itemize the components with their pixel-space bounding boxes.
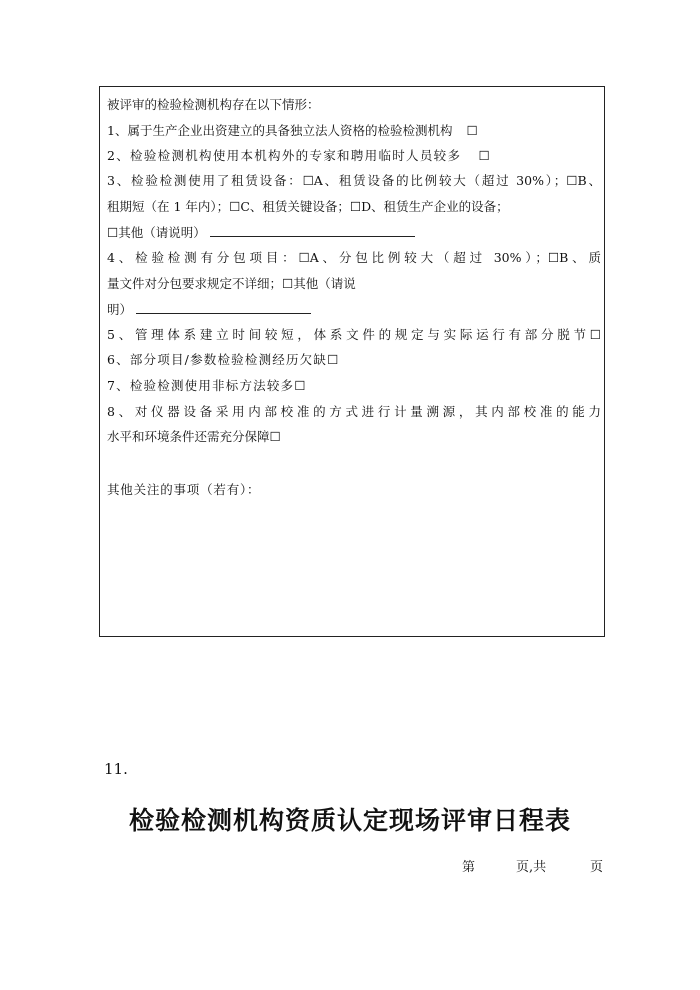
item-4-line-3 [107, 301, 601, 318]
section-number: 11. [104, 760, 128, 778]
item-4-line-2: 量文件对分包要求规定不详细；☐其他（请说 [107, 276, 356, 291]
item-8-line-1: 8、对仪器设备采用内部校准的方式进行计量溯源，其内部校准的能力 [107, 404, 601, 419]
item-2-checkbox[interactable]: ☐ [478, 148, 492, 163]
item-4-other-label: 明） [107, 302, 133, 317]
item-6: 6、部分项目/参数检验检测经历欠缺☐ [107, 352, 340, 367]
item-2 [107, 148, 601, 164]
item-1-text: 1、属于生产企业出资建立的具备独立法人资格的检验检测机构 [107, 123, 453, 138]
page-ye-gong-label: 页,共 [516, 860, 547, 875]
page-ye-label: 页 [590, 860, 604, 875]
form-intro: 被评审的检验检测机构存在以下情形： [107, 97, 320, 112]
page-title: 检验检测机构资质认定现场评审日程表 [128, 806, 571, 835]
item-5: 5、管理体系建立时间较短，体系文件的规定与实际运行有部分脱节☐ [107, 327, 601, 342]
item-2-text: 2、检验检测机构使用本机构外的专家和聘用临时人员较多 [107, 148, 462, 163]
item-3-line-3 [107, 224, 601, 241]
item-4-other-blank[interactable] [136, 301, 311, 314]
item-4-line-1: 4、检验检测有分包项目：☐A、分包比例较大（超过 30%）；☐B、质 [107, 250, 601, 265]
item-3-line-2: 租期短（在 1 年内）；☐C、租赁关键设备；☐D、租赁生产企业的设备； [107, 199, 509, 214]
item-7: 7、检验检测使用非标方法较多☐ [107, 378, 307, 393]
item-1-checkbox[interactable]: ☐ [466, 123, 478, 138]
item-3-line-1: 3、检验检测使用了租赁设备：☐A、租赁设备的比例较大（超过 30%）；☐B、 [107, 173, 601, 188]
other-concerns-label: 其他关注的事项（若有）： [107, 482, 261, 497]
page-di-label: 第 [462, 860, 476, 875]
item-1 [107, 123, 601, 139]
item-3-other-blank[interactable] [210, 224, 415, 237]
item-8-line-2: 水平和环境条件还需充分保障☐ [107, 429, 281, 444]
item-3-other-label: ☐其他（请说明） [107, 225, 206, 240]
